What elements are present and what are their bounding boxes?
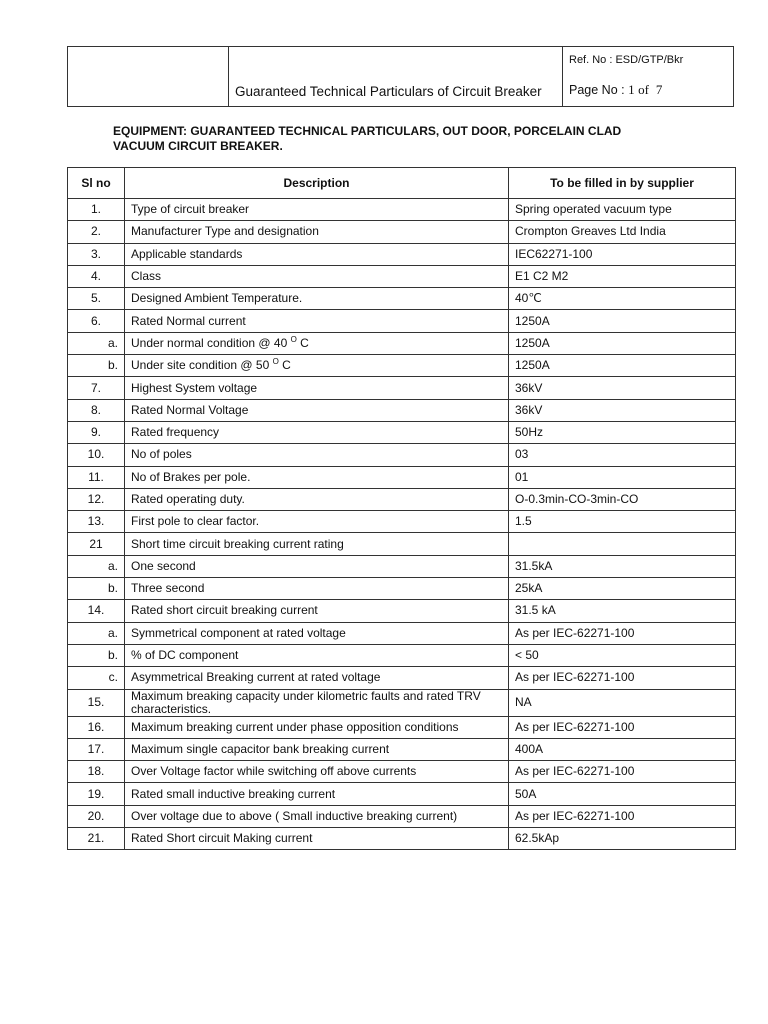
table-row [68,716,736,738]
row-supplier-value: 25kA [509,578,736,600]
row-supplier-value: 1250A [509,332,736,354]
header-sl-no: Sl no [68,168,125,199]
row-sl-no: 11. [68,466,125,488]
row-supplier-value: 31.5kA [509,555,736,577]
row-sl-no: a. [68,622,125,644]
degree-symbol: O [290,334,297,344]
row-sl-no: 4. [68,265,125,287]
table-row [68,355,736,377]
header-description: Description [125,168,509,199]
row-supplier-value: As per IEC-62271-100 [509,761,736,783]
row-supplier-value [509,533,736,555]
row-sl-no: 21. [68,828,125,850]
row-description: No of poles [125,444,509,466]
table-row [68,221,736,243]
table-row [68,332,736,354]
table-row [68,622,736,644]
reference-number: Ref. No : ESD/GTP/Bkr [569,54,684,66]
row-sl-no: 12. [68,488,125,510]
row-supplier-value: 01 [509,466,736,488]
reference-cell [563,47,733,106]
table-row [68,243,736,265]
row-supplier-value: 31.5 kA [509,600,736,622]
row-sl-no: 19. [68,783,125,805]
particulars-table [67,167,736,850]
row-description: Rated Normal current [125,310,509,332]
row-description: Maximum breaking current under phase opposition conditions [125,716,509,738]
row-sl-no: 6. [68,310,125,332]
row-description: Maximum single capacitor bank breaking current [125,738,509,760]
row-description: Over voltage due to above ( Small inductive breaking current) [125,805,509,827]
row-sl-no: a. [68,555,125,577]
table-row [68,783,736,805]
row-description: Short time circuit breaking current rating [125,533,509,555]
page-current: 1 [628,82,635,97]
description-text: Under normal condition @ 40 [131,335,288,350]
table-header-row [68,168,736,199]
row-supplier-value: As per IEC-62271-100 [509,805,736,827]
row-sl-no: 1. [68,199,125,221]
row-sl-no: 18. [68,761,125,783]
row-sl-no: 15. [68,689,125,716]
table-row [68,466,736,488]
row-supplier-value: 36kV [509,399,736,421]
row-description: Three second [125,578,509,600]
row-sl-no: 3. [68,243,125,265]
row-description: Over Voltage factor while switching off above currents [125,761,509,783]
row-supplier-value: IEC62271-100 [509,243,736,265]
row-description: Rated Short circuit Making current [125,828,509,850]
row-description: Class [125,265,509,287]
row-supplier-value: 50A [509,783,736,805]
row-sl-no: 8. [68,399,125,421]
row-sl-no: b. [68,355,125,377]
table-row [68,488,736,510]
row-description: Rated short circuit breaking current [125,600,509,622]
row-sl-no: 16. [68,716,125,738]
row-description: Designed Ambient Temperature. [125,288,509,310]
row-description: % of DC component [125,644,509,666]
table-row [68,399,736,421]
row-sl-no: c. [68,667,125,689]
table-row [68,511,736,533]
row-sl-no: 21 [68,533,125,555]
logo-cell [68,47,229,106]
table-row [68,555,736,577]
row-sl-no: 13. [68,511,125,533]
table-row [68,265,736,287]
row-description: No of Brakes per pole. [125,466,509,488]
row-description: Applicable standards [125,243,509,265]
row-supplier-value: Spring operated vacuum type [509,199,736,221]
page-number [569,82,662,98]
row-description [125,355,509,377]
row-description: Symmetrical component at rated voltage [125,622,509,644]
degree-symbol: O [272,357,279,367]
row-description: Maximum breaking capacity under kilometric faults and rated TRV characteristics. [125,689,509,716]
table-row [68,288,736,310]
row-supplier-value: As per IEC-62271-100 [509,622,736,644]
table-row [68,667,736,689]
row-sl-no: 10. [68,444,125,466]
title-cell [229,47,563,106]
table-row [68,689,736,716]
row-sl-no: 2. [68,221,125,243]
row-sl-no: b. [68,644,125,666]
row-description: Manufacturer Type and designation [125,221,509,243]
row-sl-no: a. [68,332,125,354]
description-unit: C [278,358,291,373]
page-label: Page No : [569,83,625,97]
page-of: of [638,82,649,97]
document-header [67,46,734,107]
row-supplier-value: 36kV [509,377,736,399]
table-row [68,805,736,827]
equipment-heading [113,124,673,154]
row-supplier-value: NA [509,689,736,716]
row-description: First pole to clear factor. [125,511,509,533]
row-supplier-value: 1.5 [509,511,736,533]
row-supplier-value: 62.5kAp [509,828,736,850]
row-sl-no: 14. [68,600,125,622]
table-row [68,828,736,850]
row-supplier-value: 40℃ [509,288,736,310]
table-row [68,310,736,332]
row-sl-no: 9. [68,421,125,443]
row-supplier-value: E1 C2 M2 [509,265,736,287]
table-row [68,444,736,466]
row-sl-no: 5. [68,288,125,310]
row-supplier-value: 50Hz [509,421,736,443]
description-unit: C [296,335,309,350]
row-supplier-value: < 50 [509,644,736,666]
row-supplier-value: O-0.3min-CO-3min-CO [509,488,736,510]
row-description: Rated small inductive breaking current [125,783,509,805]
row-description: Type of circuit breaker [125,199,509,221]
row-description: Rated frequency [125,421,509,443]
row-sl-no: b. [68,578,125,600]
table-row [68,578,736,600]
row-description: Highest System voltage [125,377,509,399]
row-description: One second [125,555,509,577]
table-row [68,738,736,760]
document-title: Guaranteed Technical Particulars of Circuit Breaker [235,84,542,99]
table-row [68,761,736,783]
row-supplier-value: As per IEC-62271-100 [509,716,736,738]
row-supplier-value: 1250A [509,310,736,332]
row-supplier-value: As per IEC-62271-100 [509,667,736,689]
description-text: Under site condition @ 50 [131,358,270,373]
page-total: 7 [655,82,663,97]
row-sl-no: 20. [68,805,125,827]
row-description: Asymmetrical Breaking current at rated voltage [125,667,509,689]
table-row [68,199,736,221]
row-supplier-value: Crompton Greaves Ltd India [509,221,736,243]
table-row [68,644,736,666]
row-supplier-value: 400A [509,738,736,760]
row-supplier-value: 1250A [509,355,736,377]
table-row [68,377,736,399]
header-supplier-value: To be filled in by supplier [509,168,736,199]
table-row [68,600,736,622]
table-row [68,533,736,555]
row-supplier-value: 03 [509,444,736,466]
row-sl-no: 17. [68,738,125,760]
row-description: Rated operating duty. [125,488,509,510]
table-row [68,421,736,443]
equipment-heading-line2: VACUUM CIRCUIT BREAKER. [113,139,283,153]
row-sl-no: 7. [68,377,125,399]
row-description [125,332,509,354]
equipment-heading-line1: EQUIPMENT: GUARANTEED TECHNICAL PARTICULARS, OUT DOOR, PORCELAIN CLAD [113,124,622,138]
row-description: Rated Normal Voltage [125,399,509,421]
